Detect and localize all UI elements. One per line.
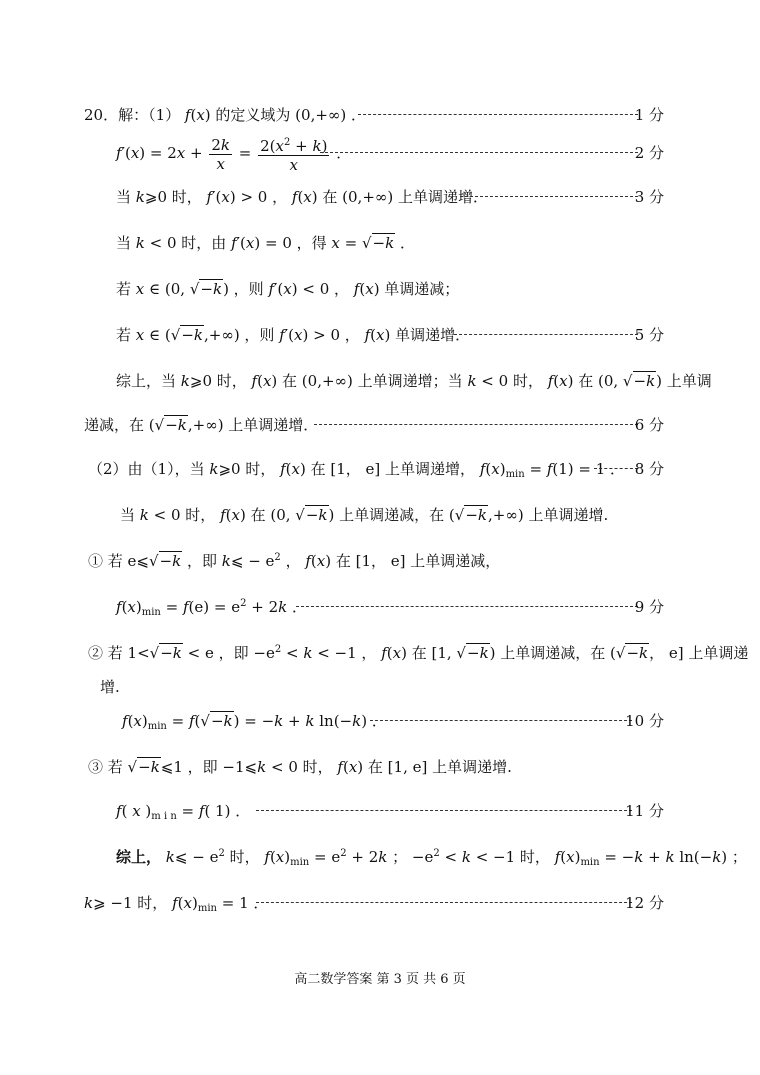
score-leader (358, 114, 638, 115)
score-leader (320, 152, 638, 153)
answer-line (0, 324, 760, 354)
score-label: 3 分 (634, 188, 664, 206)
score-leader (296, 606, 638, 607)
score-label: 5 分 (634, 326, 664, 344)
line-text: 综上， k⩽ − $e^2$ 时， $f(x)_{min} = e^2 + 2k$ ； $-e^2 < k < -1$ 时， $f(x)_{min} = -k + k$ ln(−k) ； (116, 848, 747, 868)
score-leader (314, 424, 638, 425)
line-text: 20．解：（1） f(x) 的定义域为 (0,+∞) ． (84, 106, 367, 124)
score-label: 12 分 (625, 894, 664, 912)
answer-line (0, 186, 760, 216)
answer-line (0, 504, 760, 534)
line-text: 若 x ∈ (0, √−k) ，则 f′(x) < 0 ， f(x) 单调递减； (116, 280, 460, 298)
answer-line (0, 846, 760, 876)
answer-line (0, 710, 760, 740)
line-text: 当 k⩾0 时， f′(x) > 0 ， f(x) 在 (0,+∞) 上单调递增． (116, 188, 489, 206)
score-leader (594, 468, 638, 469)
line-text: 增. (100, 678, 120, 696)
answer-line (0, 892, 760, 922)
answer-line (0, 550, 760, 580)
score-label: 2 分 (634, 144, 664, 162)
line-text: 综上，当 k⩾0 时， f(x) 在 (0,+∞) 上单调递增；当 k < 0 时， f(x) 在 (0, √−k) 上单调 (116, 372, 712, 390)
score-label: 10 分 (625, 712, 664, 730)
answer-line (0, 370, 760, 400)
line-text: 当 k < 0 时，由 f′(x) = 0 ，得 x = √−k ． (116, 234, 415, 252)
score-leader (370, 720, 632, 721)
page-footer: 高二数学答案 第 3 页 共 6 页 (294, 972, 466, 987)
answer-line (0, 642, 760, 672)
line-text: $f(x)_{min} = f(e) = e^2 + 2k$ ． (116, 598, 308, 618)
answer-line (0, 800, 760, 830)
answer-line (0, 232, 760, 262)
score-leader (460, 196, 638, 197)
answer-line (0, 414, 760, 444)
answer-line (0, 278, 760, 308)
answer-line (0, 134, 760, 178)
answer-line (0, 458, 760, 488)
score-leader (256, 810, 632, 811)
answer-line (0, 756, 760, 786)
line-text: k⩾ −1 时， $f(x)_{min} = 1$ ． (84, 894, 269, 914)
score-leader (454, 334, 638, 335)
score-label: 11 分 (625, 802, 664, 820)
score-label: 9 分 (634, 598, 664, 616)
answer-line (0, 676, 760, 706)
score-label: 6 分 (634, 416, 664, 434)
line-text: $f(x)_{min} = f(√-k) = -k + k$ ln(−k) ． (122, 712, 387, 732)
line-text: 若 x ∈ (√−k,+∞) ，则 f′(x) > 0 ， f(x) 单调递增． (116, 326, 471, 344)
line-text: 当 k < 0 时， f(x) 在 (0, √−k) 上单调递减，在 (√−k,+∞) 上单调递增. (120, 506, 609, 524)
score-label: 1 分 (634, 106, 664, 124)
line-text: （2）由（1），当 k⩾0 时， f(x) 在 [1， e] 上单调递增， $f(x)_{min} = f(1) = 1$ ． (88, 460, 626, 480)
score-leader (256, 902, 632, 903)
line-text: ③ 若 √−k⩽1 ，即 −1⩽k < 0 时， f(x) 在 [1, e] 上单调递增. (88, 758, 512, 776)
line-text: f′(x) = 2x + $\frac{2k}{x}$ = $\frac{2(x^2 + k)}{x}$ ． (116, 135, 352, 174)
line-text: ② 若 1<√−k < e ，即 $-e^2 < k < -1$ ， f(x) 在 [1, √−k) 上单调递减，在 (√−k， e] 上单调递 (88, 644, 749, 662)
answer-line (0, 596, 760, 626)
line-text: f( x )$_{m i n} = f$( 1) ． (116, 802, 251, 822)
answer-line (0, 104, 760, 134)
score-label: 8 分 (634, 460, 664, 478)
line-text: 递减，在 (√−k,+∞) 上单调递增． (84, 416, 319, 434)
line-text: ① 若 e⩽√−k ，即 k⩽ − $e^2$ ， f(x) 在 [1， e] 上单调递减， (88, 552, 501, 570)
